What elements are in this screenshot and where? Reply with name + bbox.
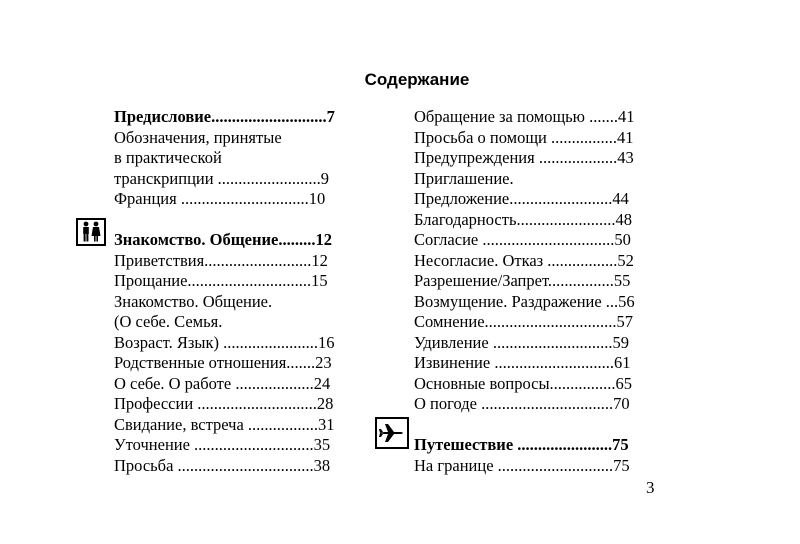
page-number: 3 (646, 478, 655, 497)
toc-right-entry: Просьба о помощи ................41 (414, 127, 634, 147)
toc-left-entry: Приветствия..........................12 (114, 250, 328, 270)
toc-right-entry: Несогласие. Отказ .................52 (414, 250, 634, 270)
toc-left-entry: Уточнение .............................35 (114, 435, 331, 454)
toc-left-entry: Возраст. Язык) .......................16 (114, 332, 335, 352)
toc-right-entry: Извинение .............................61 (414, 353, 631, 372)
toc-right-entry: Сомнение................................57 (414, 312, 634, 331)
toc-left-entry: (О себе. Семья. (114, 312, 223, 331)
toc-left-entry: Предисловие............................7 (114, 107, 335, 126)
toc-left-entry: Родственные отношения.......23 (114, 353, 332, 372)
toc-left-entry: Франция ...............................10 (114, 189, 326, 208)
toc-left-entry: Прощание..............................15 (114, 271, 328, 290)
toc-left-column (114, 107, 358, 476)
toc-right-entry: Путешествие .......................75 (414, 435, 629, 454)
toc-right-entry: Возмущение. Раздражение ...56 (414, 291, 635, 311)
toc-left-entry: Свидание, встреча .................31 (114, 414, 335, 434)
page-title: Содержание (364, 70, 470, 89)
toc-right-entry: Предупреждения ...................43 (414, 148, 634, 167)
toc-left-entry: транскрипции .........................9 (114, 168, 330, 188)
toc-right-column (414, 107, 656, 476)
toc-right-entry: На границе ............................75 (414, 455, 630, 475)
toc-right-entry: Согласие ................................50 (414, 230, 631, 249)
toc-right-entry: Предложение.........................44 (414, 189, 629, 208)
toc-left-entry: Знакомство. Общение.........12 (114, 230, 332, 249)
toc-left-entry: Просьба .................................38 (114, 455, 331, 475)
people-icon (76, 218, 106, 246)
toc-left-entry: в практической (114, 148, 222, 167)
toc-right-entry (414, 415, 656, 436)
toc-left-entry: Знакомство. Общение. (114, 291, 273, 311)
toc-right-entry: Приглашение. (414, 168, 514, 188)
toc-left-entry: О себе. О работе ...................24 (114, 373, 331, 393)
airplane-icon (375, 417, 409, 449)
toc-right-entry: Благодарность........................48 (414, 209, 632, 229)
toc-right-entry: Основные вопросы................65 (414, 373, 633, 393)
toc-left-entry: Профессии .............................28 (114, 394, 334, 413)
toc-right-entry: Разрешение/Запрет................55 (414, 271, 631, 290)
toc-left-entry (114, 210, 358, 231)
toc-right-entry: Обращение за помощью .......41 (414, 107, 635, 126)
toc-left-entry: Обозначения, принятые (114, 127, 282, 147)
toc-right-entry: О погоде ................................70 (414, 394, 630, 413)
toc-right-entry: Удивление .............................59 (414, 332, 629, 352)
